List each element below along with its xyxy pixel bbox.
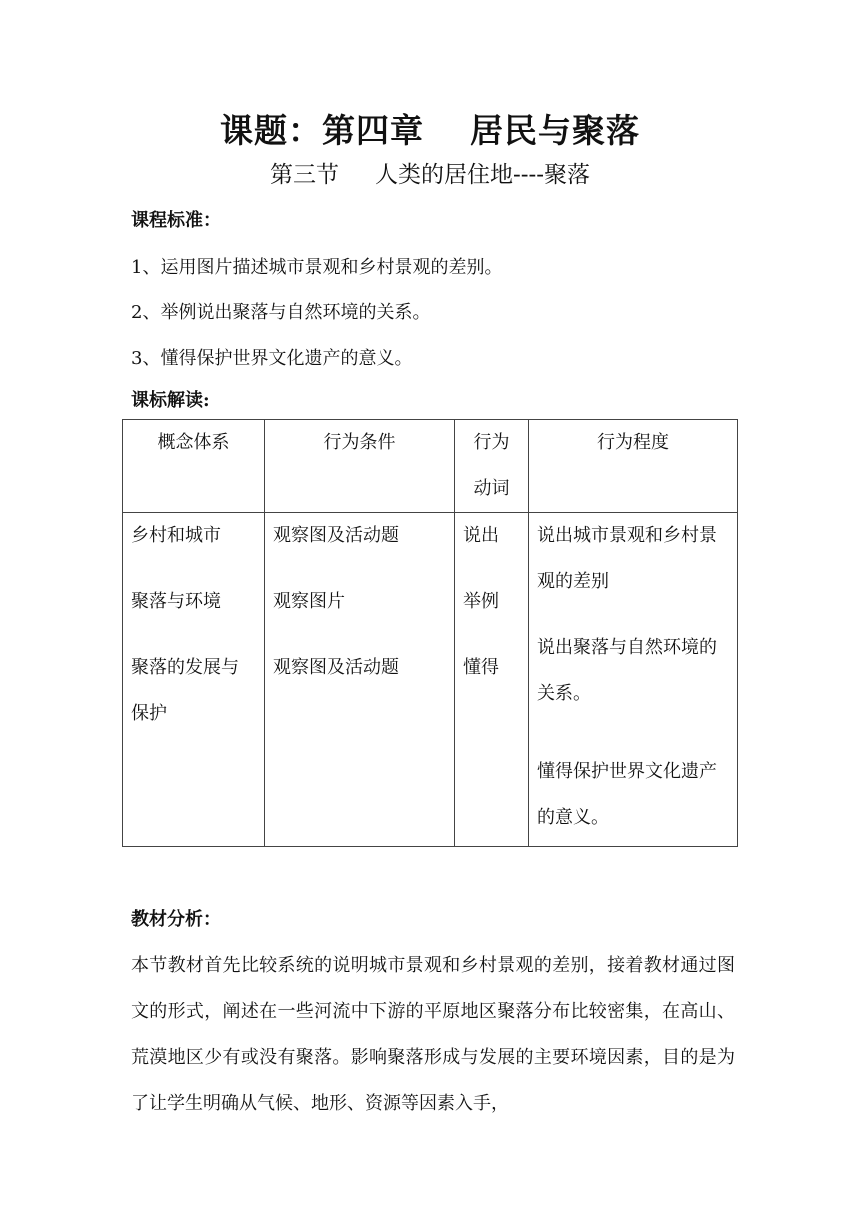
subtitle-topic: 人类的居住地----聚落 [374,162,591,188]
condition-cell [265,513,455,847]
page-subtitle [0,156,860,189]
analysis-paragraph: 本节教材首先比较系统的说明城市景观和乡村景观的差别，接着教材通过图文的形式，阐述在一些河流中下游的平原地区聚落分布比较密集，在高山、荒漠地区少有或没有聚落。影响聚落形成与发展的主要环境因素，目的是为了让学生明确从气候、地形、资源等因素入手， [131,955,735,1114]
condition-item: 观察图片 [273,591,345,612]
analysis-heading: 教材分析： [131,909,221,930]
concept-item: 聚落与环境 [131,591,221,612]
header-verb-line: 行为 [473,432,510,453]
condition-item: 观察图及活动题 [273,525,399,546]
standard-item: 1、运用图片描述城市景观和乡村景观的差别。 [131,257,503,278]
verb-item: 懂得 [463,657,499,678]
title-topic: 居民与聚落 [470,111,640,150]
header-verb [455,420,529,513]
degree-cell [529,513,738,847]
title-chapter: 课题：第四章 [220,111,424,150]
header-concept: 概念体系 [123,420,265,513]
verb-item: 举例 [463,591,499,612]
degree-item: 说出聚落与自然环境的关系。 [537,637,717,704]
standard-item: 2、举例说出聚落与自然环境的关系。 [131,302,431,323]
header-verb-line: 动词 [473,478,510,499]
header-degree: 行为程度 [529,420,738,513]
concept-item: 乡村和城市 [131,525,221,546]
table-header-row [123,420,738,513]
interpretation-heading: 课标解读: [131,390,210,411]
concept-cell [123,513,265,847]
subtitle-section: 第三节 [269,162,339,188]
verb-item: 说出 [463,525,499,546]
verb-cell [455,513,529,847]
standards-interpretation-table [122,419,738,847]
header-condition: 行为条件 [265,420,455,513]
concept-item: 聚落的发展与保护 [131,657,239,724]
table-row [123,513,738,847]
standard-item: 3、懂得保护世界文化遗产的意义。 [131,348,413,369]
page-title [0,105,860,152]
degree-item: 懂得保护世界文化遗产的意义。 [537,761,717,828]
degree-item: 说出城市景观和乡村景观的差别 [537,525,717,592]
condition-item: 观察图及活动题 [273,657,399,678]
standards-heading: 课程标准： [131,210,221,231]
